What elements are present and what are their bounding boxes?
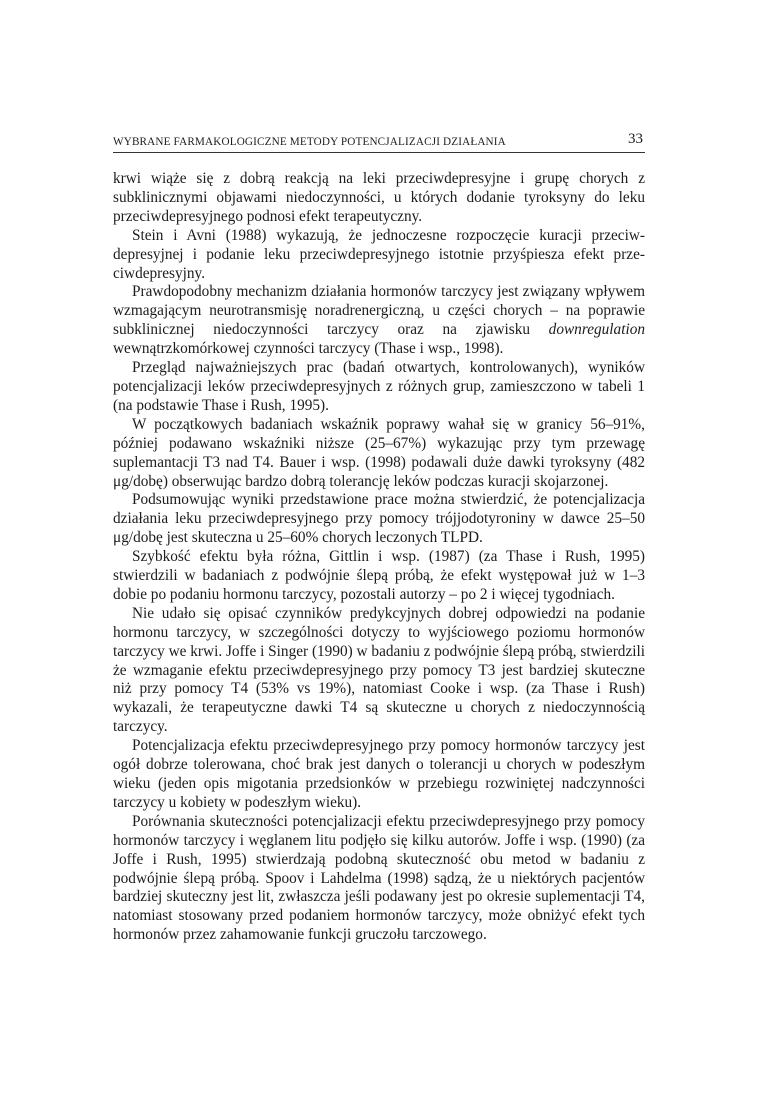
paragraph: Szybkość efektu była różna, Gittlin i wsp. (1987) (za Thase i Rush, 1995) stwierdzili w badaniach z podwójnie ślepą próbą, że efekt występował już w 1–3 dobie po podaniu hormonu tarczycy, pozostali autorzy – po 2 i więcej tygodniach. (113, 548, 645, 603)
paragraph: Nie udało się opisać czynników predykcyjnych dobrej odpowiedzi na podanie hormonu tarczycy, w szczególności dotyczy to wyjściowego poziomu hormonów tarczycy we krwi. Joffe i Singer (1990) w badaniu z podwójnie ślepą próbą, stwierdzili że wzmaganie efektu przeciwdepresyjnego przy pomocy T3 jest bardziej skuteczne niż przy pomocy T4 (53% vs 19%), natomiast Cooke i wsp. (za Thase i Rush) wykazali, że terapeutyczne dawki T4 są skuteczne u chorych z niedoczynnością tarczycy. (113, 604, 645, 736)
body-text (113, 170, 645, 945)
paragraph: W początkowych badaniach wskaźnik poprawy wahał się w granicy 56–91%, później podawano wskaźniki niższe (25–67%) wykazując przy tym przewagę suplemantacji T3 nad T4. Bauer i wsp. (1998) podawali duże dawki tyroksyny (482 μg/dobę) obserwując bardzo dobrą tolerancję leków podczas kuracji skojarzonej. (113, 415, 645, 490)
paragraph: Potencjalizacja efektu przeciwdepresyjnego przy pomocy hormonów tarczycy jest ogół dobrze tolerowana, choć brak jest danych o tolerancji u chorych w podeszłym wieku (jeden opis migotania przedsionków w przebiegu rozwiniętej nadczynności tarczycy u kobiety w podeszłym wieku). (113, 737, 645, 811)
paragraph: Przegląd najważniejszych prac (badań otwartych, kontrolowanych), wyników potencjalizacji leków przeciwdepresyjnych z różnych grup, zamieszczono w tabeli 1 (na podstawie Thase i Rush, 1995). (113, 359, 645, 414)
running-header-title: WYBRANE FARMAKOLOGICZNE METODY POTENCJALIZACJI DZIAŁANIA (113, 136, 506, 148)
running-header (113, 126, 645, 153)
page-number: 33 (628, 131, 643, 147)
paragraph (113, 283, 645, 359)
paragraph: Porównania skuteczności potencjalizacji efektu przeciwdepresyjnego przy pomocy hormonów tarczycy i węglanem litu podjęło się kilku autorów. Joffe i wsp. (1990) (za Joffe i Rush, 1995) stwierdzają podobną skuteczność obu metod w badaniu z podwójnie ślepą próbą. Spoov i Lahdelma (1998) sądzą, że u niektórych pacjentów bardziej skuteczny jest lit, zwłaszcza jeśli podawany jest po okresie suplementacji T4, natomiast stosowany przed podaniem hormonów tarczycy, może obniżyć efekt tych hormonów przez zahamowanie funkcji gruczołu tarczowego. (113, 812, 645, 944)
paragraph-text: Prawdopodobny mechanizm działania hormonów tarczycy jest związany wpływem wzmagającym neurotransmisję noradrenergiczną, u części chorych – na poprawie subklinicznej niedoczynności tarczycy oraz na zjawisku (113, 283, 645, 339)
paragraph: Stein i Avni (1988) wykazują, że jednoczesne rozpoczęcie kuracji przeciwdepresyjnej i podanie leku przeciwdepresyjnego istotnie przyśpiesza efekt przeciwdepresyjny. (113, 226, 645, 282)
paragraph-text: wewnątrzkomórkowej czynności tarczycy (Thase i wsp., 1998). (113, 340, 504, 358)
italic-term: downregulation (548, 321, 645, 339)
paragraph: krwi wiąże się z dobrą reakcją na leki przeciwdepresyjne i grupę chorych z subklinicznymi objawami niedoczynności, u których dodanie tyroksyny do leku przeciwdepresyjnego podnosi efekt terapeutyczny. (113, 170, 645, 225)
paragraph: Podsumowując wyniki przedstawione prace można stwierdzić, że potencjalizacja działania leku przeciwdepresyjnego przy pomocy trójjodotyroniny w dawce 25–50 μg/dobę jest skuteczna u 25–60% chorych leczonych TLPD. (113, 491, 645, 547)
